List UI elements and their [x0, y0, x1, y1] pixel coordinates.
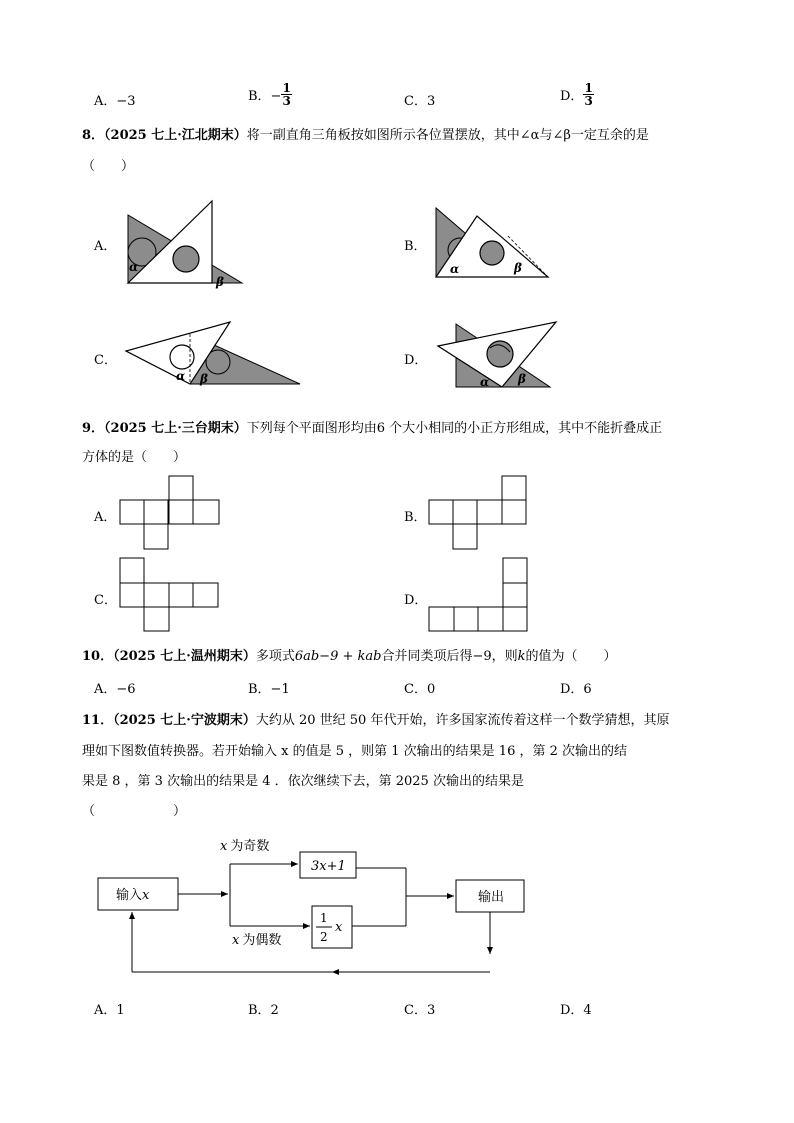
q10-option-b[interactable]: B．−1 — [248, 682, 290, 697]
net-square — [429, 500, 453, 524]
net-square — [144, 607, 169, 631]
q8-answer-paren: （ ） — [82, 159, 135, 174]
q9-stem-line-1 — [82, 417, 662, 436]
q10-text-a: 多项式 — [255, 649, 295, 664]
input-box-label: 输入x — [116, 888, 150, 903]
net-square — [477, 500, 502, 524]
q11-stem-line-1 — [82, 709, 669, 728]
q9-net-b[interactable] — [428, 475, 530, 551]
q10-text-c: 的值为（ ） — [525, 649, 617, 664]
q7-option-a[interactable]: A．−3 — [94, 94, 136, 109]
q8-source: （2025 七上·江北期末） — [104, 128, 247, 143]
frac-numerator: 1 — [320, 911, 328, 925]
alpha-label: α — [450, 262, 460, 276]
net-square — [429, 607, 454, 631]
frac-variable: x — [335, 920, 343, 935]
frac-denominator: 2 — [320, 930, 328, 944]
triangle-hole — [173, 246, 199, 272]
fraction-numerator: 1 — [282, 81, 291, 95]
q11-stem-line-2: 理如下图数值转换器。若开始输入 x 的值是 5 ，则第 1 次输出的结果是 16 ，第 2 次输出的结 — [82, 744, 628, 759]
q7-option-b[interactable] — [248, 82, 292, 107]
fraction-denominator: 3 — [282, 94, 291, 108]
net-square — [453, 500, 477, 524]
q10-stem — [82, 645, 617, 664]
q9-stem-line-2: 方体的是（ ） — [82, 450, 187, 465]
net-square — [453, 524, 477, 549]
q8-text: 将一副直角三角板按如图所示各位置摆放，其中∠α与∠β一定互余的是 — [246, 128, 649, 143]
q9-source: （2025 七上·三台期末） — [104, 421, 247, 436]
q7-option-d[interactable] — [560, 82, 594, 107]
q9-number: 9． — [82, 421, 105, 436]
q8-stem — [82, 124, 649, 143]
q8-option-d-label[interactable]: D． — [404, 353, 428, 368]
net-square — [120, 558, 144, 583]
net-square — [503, 583, 527, 607]
alpha-label: α — [480, 375, 490, 389]
q10-expression: 6ab−9 + kab — [294, 649, 382, 664]
odd-branch-label: x 为奇数 — [220, 839, 270, 854]
net-square — [120, 500, 144, 524]
q11-option-c[interactable]: C．3 — [404, 1003, 436, 1018]
q11-source: （2025 七上·宁波期末） — [113, 713, 256, 728]
q8-figure-a[interactable] — [120, 195, 250, 290]
net-square — [169, 500, 193, 524]
beta-label: β — [518, 372, 526, 386]
q8-option-a-label[interactable]: A． — [94, 239, 117, 254]
net-square — [502, 500, 526, 524]
net-square — [503, 607, 527, 631]
net-square — [454, 607, 478, 631]
q8-figure-c[interactable] — [118, 318, 308, 393]
q11-flowchart — [90, 830, 540, 980]
q9-text: 下列每个平面图形均由6 个大小相同的小正方形组成，其中不能折叠成正 — [246, 421, 663, 436]
q10-number: 10． — [82, 649, 114, 664]
net-square — [144, 524, 168, 549]
q11-option-d[interactable]: D．4 — [560, 1003, 592, 1018]
q8-option-b-label[interactable]: B． — [404, 239, 427, 254]
q8-figure-d[interactable] — [432, 318, 562, 393]
q9-net-a[interactable] — [119, 475, 221, 551]
alpha-label: α — [176, 369, 186, 383]
q11-text-1: 大约从 20 世纪 50 年代开始，许多国家流传着这样一个数学猜想，其原 — [255, 713, 670, 728]
fraction-numerator: 1 — [584, 81, 593, 95]
net-square — [502, 476, 526, 500]
q9-option-c-label[interactable]: C． — [94, 593, 117, 608]
net-square — [503, 558, 527, 583]
q10-variable-k: k — [517, 649, 526, 664]
q7-option-b-prefix: B．− — [248, 89, 282, 104]
q11-stem-line-3: 果是 8 ，第 3 次输出的结果是 4 ．依次继续下去，第 2025 次输出的结果是 — [82, 774, 524, 789]
q9-option-d-label[interactable]: D． — [404, 593, 428, 608]
q11-answer-paren: （ ） — [82, 804, 187, 819]
net-square — [193, 500, 219, 524]
q8-number: 8． — [82, 128, 105, 143]
q9-net-d[interactable] — [428, 557, 530, 633]
q7-option-d-prefix: D． — [560, 89, 584, 104]
odd-operation-label: 3x+1 — [311, 859, 346, 874]
q10-text-b: 合并同类项后得−9，则 — [381, 649, 518, 664]
fraction-denominator: 3 — [584, 94, 593, 108]
alpha-label: α — [129, 260, 139, 274]
net-square — [144, 500, 168, 524]
q9-option-b-label[interactable]: B． — [404, 510, 427, 525]
q9-option-a-label[interactable]: A． — [94, 510, 117, 525]
even-branch-label: x 为偶数 — [232, 933, 282, 948]
net-square — [169, 583, 193, 607]
q10-source: （2025 七上·温州期末） — [113, 649, 256, 664]
beta-label: β — [200, 372, 208, 386]
net-square — [193, 583, 218, 607]
beta-label: β — [514, 261, 522, 275]
q9-net-c[interactable] — [119, 557, 221, 633]
net-square — [120, 583, 144, 607]
q11-option-a[interactable]: A．1 — [94, 1003, 125, 1018]
net-square — [478, 607, 503, 631]
q8-figure-b[interactable] — [430, 200, 555, 285]
q11-number: 11． — [82, 713, 114, 728]
net-square — [169, 476, 193, 500]
net-square — [144, 583, 169, 607]
q10-option-c[interactable]: C．0 — [404, 682, 436, 697]
q10-option-a[interactable]: A．−6 — [94, 682, 136, 697]
q7-option-d-fraction — [583, 82, 593, 107]
triangle-hole — [480, 241, 504, 265]
q10-option-d[interactable]: D．6 — [560, 682, 592, 697]
q7-option-c[interactable]: C．3 — [404, 94, 436, 109]
q11-option-b[interactable]: B．2 — [248, 1003, 279, 1018]
q7-option-b-fraction — [281, 82, 291, 107]
beta-label: β — [216, 275, 224, 289]
q8-option-c-label[interactable]: C． — [94, 353, 117, 368]
output-box-label: 输出 — [478, 890, 505, 905]
